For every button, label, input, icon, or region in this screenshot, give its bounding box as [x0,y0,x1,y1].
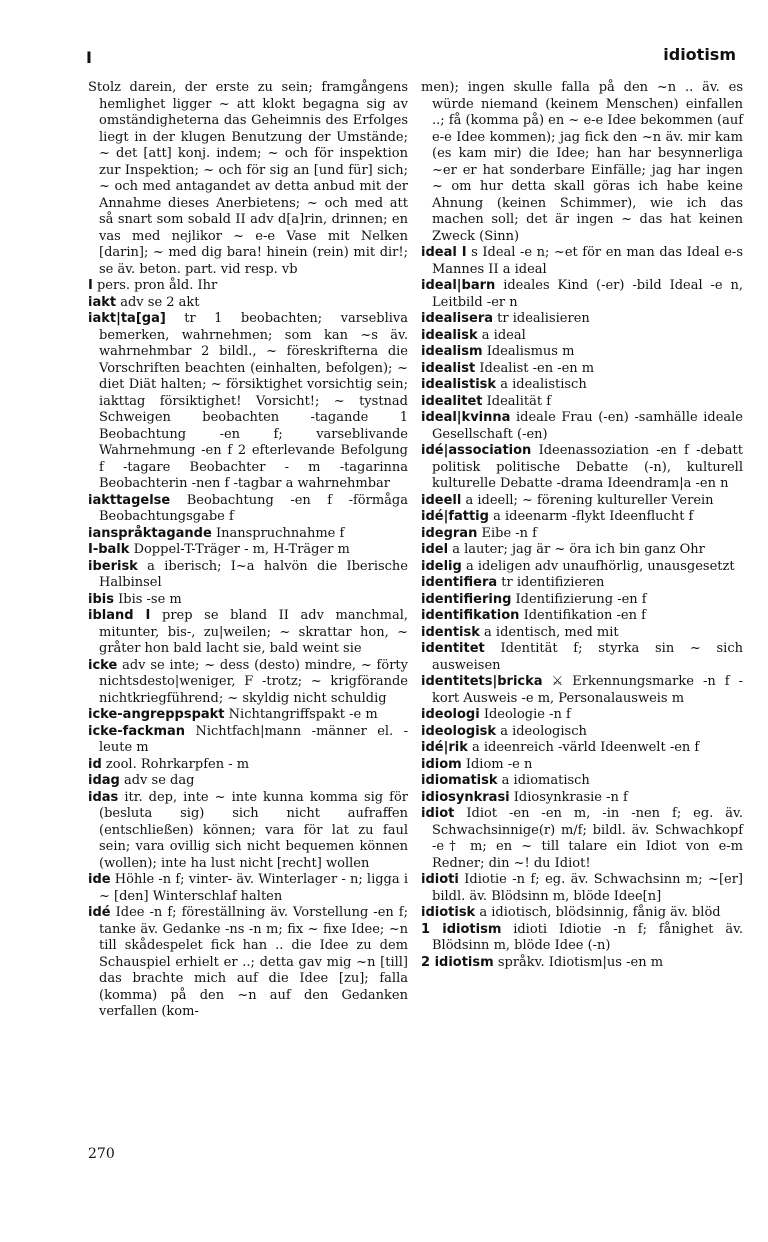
dictionary-entry [421,245,743,278]
entry-headword: id [88,756,102,772]
entry-definition: språkv. Idiotism|us -en m [497,954,664,970]
left-column [88,80,408,1021]
entry-headword: idas [88,789,119,805]
entry-definition: Inanspruchnahme f [215,525,345,541]
entry-definition: adv se 2 akt [120,294,200,310]
dictionary-entry [421,311,743,328]
entry-headword: 1 idiotism [421,921,502,937]
entry-definition: Idealität f [486,393,552,409]
dictionary-entry [88,278,408,295]
entry-definition: a ideligen adv unaufhörlig, unausgesetzt [465,558,735,574]
dictionary-entry [88,295,408,312]
entry-definition: Identifikation -en f [523,608,646,623]
entry-definition: a ideenreich -värld Ideenwelt -en f [471,740,700,755]
entry-definition: Nichtfach|mann -männer el. -leute m [99,723,408,755]
entry-definition: a ideal [481,327,526,343]
entry-definition: Idiotie -n f; eg. äv. Schwachsinn m; ~[er] bildl. äv. Blödsinn m, blöde Idee[n] [432,872,744,904]
entry-headword: idealist [421,360,476,376]
entry-definition: Idiot -en -en m, -in -nen f; eg. äv. Schwachsinnige(r) m/f; bildl. äv. Schwachkopf -e† m; en ~ till talare ein Idiot von e-m Redner; din ~! du Idiot! [432,806,743,871]
entry-headword: ideal|kvinna [421,410,511,425]
dictionary-entry [421,922,743,955]
entry-headword: idioti [421,872,459,887]
entry-definition: a ideenarm -flykt Ideenflucht f [493,509,694,524]
entry-definition: s Ideal -e n; ~et för en man das Ideal e-s Mannes II a ideal [432,245,743,277]
entry-definition: Ibis -se m [118,591,182,607]
dictionary-entry [421,526,743,543]
entry-headword: idealisera [421,311,494,326]
entry-definition: pers. pron åld. Ihr [96,278,218,293]
dictionary-entry [421,344,743,361]
entry-headword: idé [88,905,111,920]
entry-definition: zool. Rohrkarpfen - m [105,756,250,772]
entry-headword: icke [88,657,118,673]
entry-definition: tr identifizieren [501,575,605,590]
dictionary-entry [88,526,408,543]
dictionary-entry [421,410,743,443]
dictionary-entry [421,806,743,872]
entry-definition: Idee -n f; föreställning äv. Vorstellung -en f; tanke äv. Gedanke -ns -n m; fix ~ fixe Idee; ~n till skådespelet fick han .. die Idee zu dem Schauspiel erhielt er ..; detta gav mig ~n [till] das brachte mich auf die Idee [zu]; falla (komma) på den ~n auf den Gedanken verfallen (kom- [99,905,408,1019]
entry-headword: identifikation [421,608,520,623]
dictionary-entry [88,905,408,1021]
entry-definition: Stolz darein, der erste zu sein; framgångens hemlighet ligger ~ att klokt begagna sig av omständigheterna das Geheimnis des Erfolges liegt in der klugen Benutzung der Umstände; ~ det [att] konj. indem; ~ och för inspektion zur Inspektion; ~ och för sig an [und für] sich; ~ och med antagandet av detta anbud mit der Annahme dieses Anerbietens; ~ och med att så snart som sobald II adv d[a]rin, drinnen; en vas med nejlikor ~ e-e Vase mit Nelken [darin]; ~ med dig bara! hinein (rein) mit dir!; se äv. beton. part. vid resp. vb [88,80,408,277]
entry-definition: men); ingen skulle falla på den ~n .. äv. es würde niemand (keinem Menschen) einfallen ..; få (komma på) en ~ e-e Idee bekommen (auf e-e Idee kommen); jag fick den ~n äv. mir kam (es kam mir) die Idee; han har besynnerliga ~er er hat sonderbare Einfälle; jag har ingen ~ om hur detta skall göras ich habe keine Ahnung (keinen Schimmer), wie ich das machen soll; det är ingen ~ das hat keinen Zweck (Sinn) [421,80,743,244]
entry-headword: identifiering [421,591,512,607]
entry-headword: icke-fackman [88,723,186,739]
dictionary-entry [421,361,743,378]
entry-headword: ibis [88,591,114,607]
entry-headword: iakt|ta[ga] [88,311,166,326]
entry-headword: ianspråktagande [88,525,212,541]
dictionary-entry [421,80,743,245]
dictionary-entry [88,724,408,757]
dictionary-entry [421,955,743,972]
dictionary-entry [88,559,408,592]
entry-definition: a idiomatisch [501,773,590,788]
entry-definition: Idealismus m [486,344,575,359]
entry-headword: ibland I [88,608,151,623]
dictionary-entry [88,773,408,790]
entry-definition: a lauter; jag är ~ öra ich bin ganz Ohr [452,542,705,557]
entry-headword: ideell [421,492,462,508]
entry-definition: Ideenassoziation -en f -debatt politisk politische Debatte (-n), kulturell kulturelle Debatte -drama Ideendram|a -en n [432,443,743,491]
dictionary-entry [421,740,743,757]
entry-headword: idelig [421,558,462,574]
entry-definition: ideale Frau (-en) -samhälle ideale Gesellschaft (-en) [432,410,743,442]
entry-definition: idioti Idiotie -n f; fånighet äv. Blödsinn m, blöde Idee (-n) [432,921,743,953]
dictionary-entry [88,311,408,493]
dictionary-entry [421,724,743,741]
entry-definition: a identisch, med mit [484,624,619,640]
dictionary-entry [421,592,743,609]
entry-definition: ⚔ Erkennungsmarke -n f -kort Ausweis -e m, Personalausweis m [432,674,743,706]
dictionary-entry [421,674,743,707]
entry-definition: Identität f; styrka sin ~ sich ausweisen [432,641,743,673]
dictionary-entry [421,575,743,592]
entry-definition: Eibe -n f [481,525,537,541]
entry-definition: prep se bland II adv manchmal, mitunter, bis-, zu|weilen; ~ skrattar hon, ~ gråter hon bald lacht sie, bald weint sie [99,608,408,656]
entry-headword: identifiera [421,575,498,590]
dictionary-entry [88,592,408,609]
entry-definition: itr. dep, inte ~ inte kunna komma sig för (besluta sig) sich nicht aufraffen (entschließen) können; vara för lat zu faul sein; vara ovillig sich nicht bequemen können (wollen); inte ha lust nicht [recht] wollen [99,789,408,871]
dictionary-entry [421,394,743,411]
dictionary-entry [421,641,743,674]
dictionary-entry [88,80,408,278]
entry-headword: idé|fattig [421,509,489,524]
entry-headword: iakttagelse [88,492,171,508]
entry-headword: idealitet [421,393,483,409]
page-number: 270 [88,1146,115,1162]
right-column [421,80,743,971]
dictionary-entry [421,559,743,576]
guide-word-left: I [86,48,92,67]
dictionary-entry [88,608,408,658]
guide-word-right: idiotism [663,45,736,64]
entry-headword: idiotisk [421,905,476,920]
entry-headword: icke-angreppspakt [88,707,225,722]
entry-headword: ideologi [421,707,480,722]
entry-headword: ide [88,872,111,887]
entry-definition: Idiom -e n [465,756,533,772]
entry-headword: ideal|barn [421,278,496,293]
entry-definition: a idiotisch, blödsinnig, fånig äv. blöd [479,905,721,920]
dictionary-entry [88,658,408,708]
entry-headword: idé|association [421,443,532,458]
dictionary-entry [421,278,743,311]
dictionary-entry [421,377,743,394]
entry-headword: I [88,278,93,293]
entry-headword: idealistisk [421,377,497,392]
entry-headword: idegran [421,525,478,541]
entry-definition: adv se dag [123,773,195,788]
entry-headword: identitet [421,641,485,656]
entry-headword: 2 idiotism [421,954,494,970]
dictionary-entry [421,872,743,905]
entry-headword: ideal I [421,245,467,260]
entry-definition: Identifizierung -en f [515,591,647,607]
dictionary-entry [421,625,743,642]
dictionary-entry [421,608,743,625]
dictionary-entry [421,773,743,790]
entry-definition: Idealist -en -en m [479,360,595,376]
entry-definition: a idealistisch [500,377,587,392]
dictionary-entry [88,872,408,905]
entry-definition: Ideologie -n f [483,707,571,722]
dictionary-entry [421,790,743,807]
entry-definition: Höhle -n f; vinter- äv. Winterlager - n; ligga i ~ [den] Winterschlaf halten [99,872,408,904]
dictionary-entry [88,790,408,873]
dictionary-entry [88,757,408,774]
entry-definition: tr idealisieren [497,311,590,326]
entry-definition: Idiosynkrasie -n f [513,789,628,805]
entry-definition: Doppel-T-Träger - m, H-Träger m [133,542,350,557]
dictionary-entry [421,905,743,922]
entry-definition: tr 1 beobachten; varsebliva bemerken, wahrnehmen; som kan ~s äv. wahrnehmbar 2 bildl., ~ föreskrifterna die Vorschriften beachten (einhalten, befolgen); ~ diet Diät halten; ~ försiktighet vorsichtig sein; iakttag försiktighet! Vorsicht!; ~ tystnad Schweigen beobachten -tagande 1 Beobachtung -en f; varseblivande Wahrnehmung -en f 2 efterlevande Befolgung f -tagare Beobachter - m -tagarinna Beobachterin -nen f -tagbar a wahrnehmbar [99,311,408,491]
entry-headword: I-balk [88,542,130,557]
entry-headword: idag [88,773,120,788]
entry-headword: identitets|bricka [421,674,543,689]
entry-headword: idel [421,542,449,557]
entry-definition: a iberisch; I~a halvön die Iberische Halbinsel [99,558,408,590]
entry-headword: identisk [421,624,480,640]
entry-headword: idiosynkrasi [421,789,510,805]
entry-headword: idiom [421,756,462,772]
entry-headword: ideologisk [421,723,497,739]
dictionary-entry [88,493,408,526]
entry-definition: a ideell; ~ förening kultureller Verein [465,492,714,508]
entry-definition: adv se inte; ~ dess (desto) mindre, ~ förty nichtsdesto|weniger, F -trotz; ~ krigförande nichtkriegführend; ~ skyldig nicht schuldig [99,657,408,706]
dictionary-entry [421,509,743,526]
entry-headword: iakt [88,294,117,310]
dictionary-entry [421,542,743,559]
entry-definition: Beobachtung -en f -förmåga Beobachtungsgabe f [99,492,408,524]
dictionary-entry [421,443,743,493]
dictionary-entry [421,707,743,724]
entry-definition: a ideologisch [500,723,587,739]
entry-headword: idiomatisk [421,773,498,788]
entry-headword: idiot [421,806,455,821]
dictionary-entry [421,328,743,345]
entry-headword: idealism [421,344,483,359]
entry-headword: idealisk [421,327,478,343]
entry-definition: Nichtangriffspakt -e m [228,707,378,722]
dictionary-entry [421,493,743,510]
entry-headword: idé|rik [421,740,468,755]
dictionary-entry [88,542,408,559]
entry-definition: ideales Kind (-er) -bild Ideal -e n, Leitbild -er n [432,278,743,310]
entry-headword: iberisk [88,558,138,574]
dictionary-entry [421,757,743,774]
dictionary-entry [88,707,408,724]
